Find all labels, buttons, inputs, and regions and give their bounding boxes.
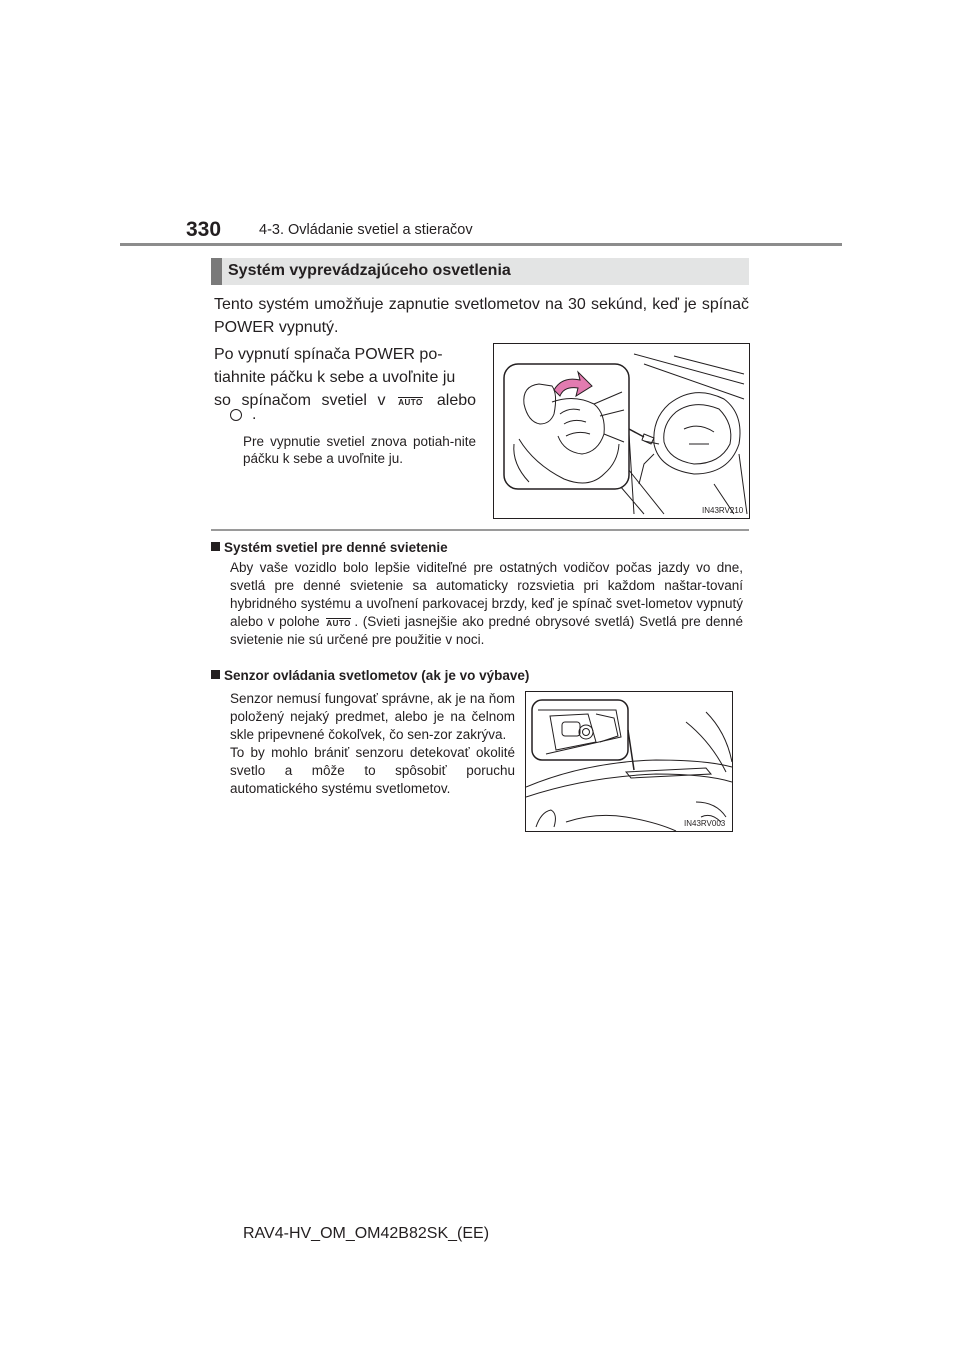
instruction-paragraph — [214, 343, 476, 412]
figure-code: IN43RV210 — [702, 506, 744, 515]
title-bar-marker — [211, 258, 222, 285]
figure-code: IN43RV003 — [684, 819, 726, 828]
instruction-text: so spínačom svetiel v — [214, 392, 386, 409]
instruction-line: tiahnite páčku k sebe a uvoľnite ju — [214, 369, 456, 386]
sensor-drawing — [526, 692, 732, 831]
section-divider — [211, 529, 749, 531]
lever-drawing — [494, 344, 749, 518]
instruction-end: . — [230, 406, 256, 424]
instruction-line: Po vypnutí spínača POWER po- — [214, 346, 443, 363]
page-number: 330 — [186, 218, 222, 241]
small-light-position-icon — [230, 409, 242, 421]
section-heading: Systém vyprevádzajúceho osvetlenia — [228, 262, 511, 279]
bullet-square-icon — [211, 670, 220, 679]
auto-position-icon: AUTO — [326, 619, 351, 629]
section-title: 4-3. Ovládanie svetiel a stieračov — [259, 222, 473, 238]
subheading-drl: Systém svetiel pre denné svietenie — [211, 540, 448, 555]
sensor-text: Senzor nemusí fungovať správne, ak je na ňom položený nejaký predmet, alebo je na čelnom skle pripevnené čokoľvek, čo sen-zor zakrýva. To by mohlo brániť senzoru detekovať okolité svetlo a môže to spôsobiť poruchu automatického systému svetlometov. — [230, 691, 515, 796]
auto-position-icon: AUTO — [398, 397, 423, 407]
light-sensor-illustration — [525, 691, 733, 832]
drl-text: Aby vaše vozidlo bolo lepšie viditeľné pre ostatných vodičov počas jazdy vo dne, svetlá pre denné svietenie sa automaticky rozsvietia pri každom naštar-tovaní hybridného systému a uvoľnení parkovacej brzdy, keď je spínač svet-lometov vypnutý alebo v polohe AUTO . (Svieti jasnejšie ako predné obrysové svetlá) Svetlá pre denné svietenie nie sú určené pre použitie v noci. — [230, 560, 743, 647]
instruction-text: alebo — [436, 392, 477, 409]
headlight-lever-illustration — [493, 343, 750, 519]
subheading-sensor: Senzor ovládania svetlometov (ak je vo výbave) — [211, 668, 529, 683]
intro-paragraph: Tento systém umožňuje zapnutie svetlometov na 30 sekúnd, keď je spínač POWER vypnutý. — [214, 296, 749, 336]
header-divider — [120, 243, 842, 246]
note-text: Pre vypnutie svetiel znova potiah-nite páčku k sebe a uvoľnite ju. — [243, 434, 476, 466]
bullet-square-icon — [211, 542, 220, 551]
document-code: RAV4-HV_OM_OM42B82SK_(EE) — [243, 1225, 490, 1242]
